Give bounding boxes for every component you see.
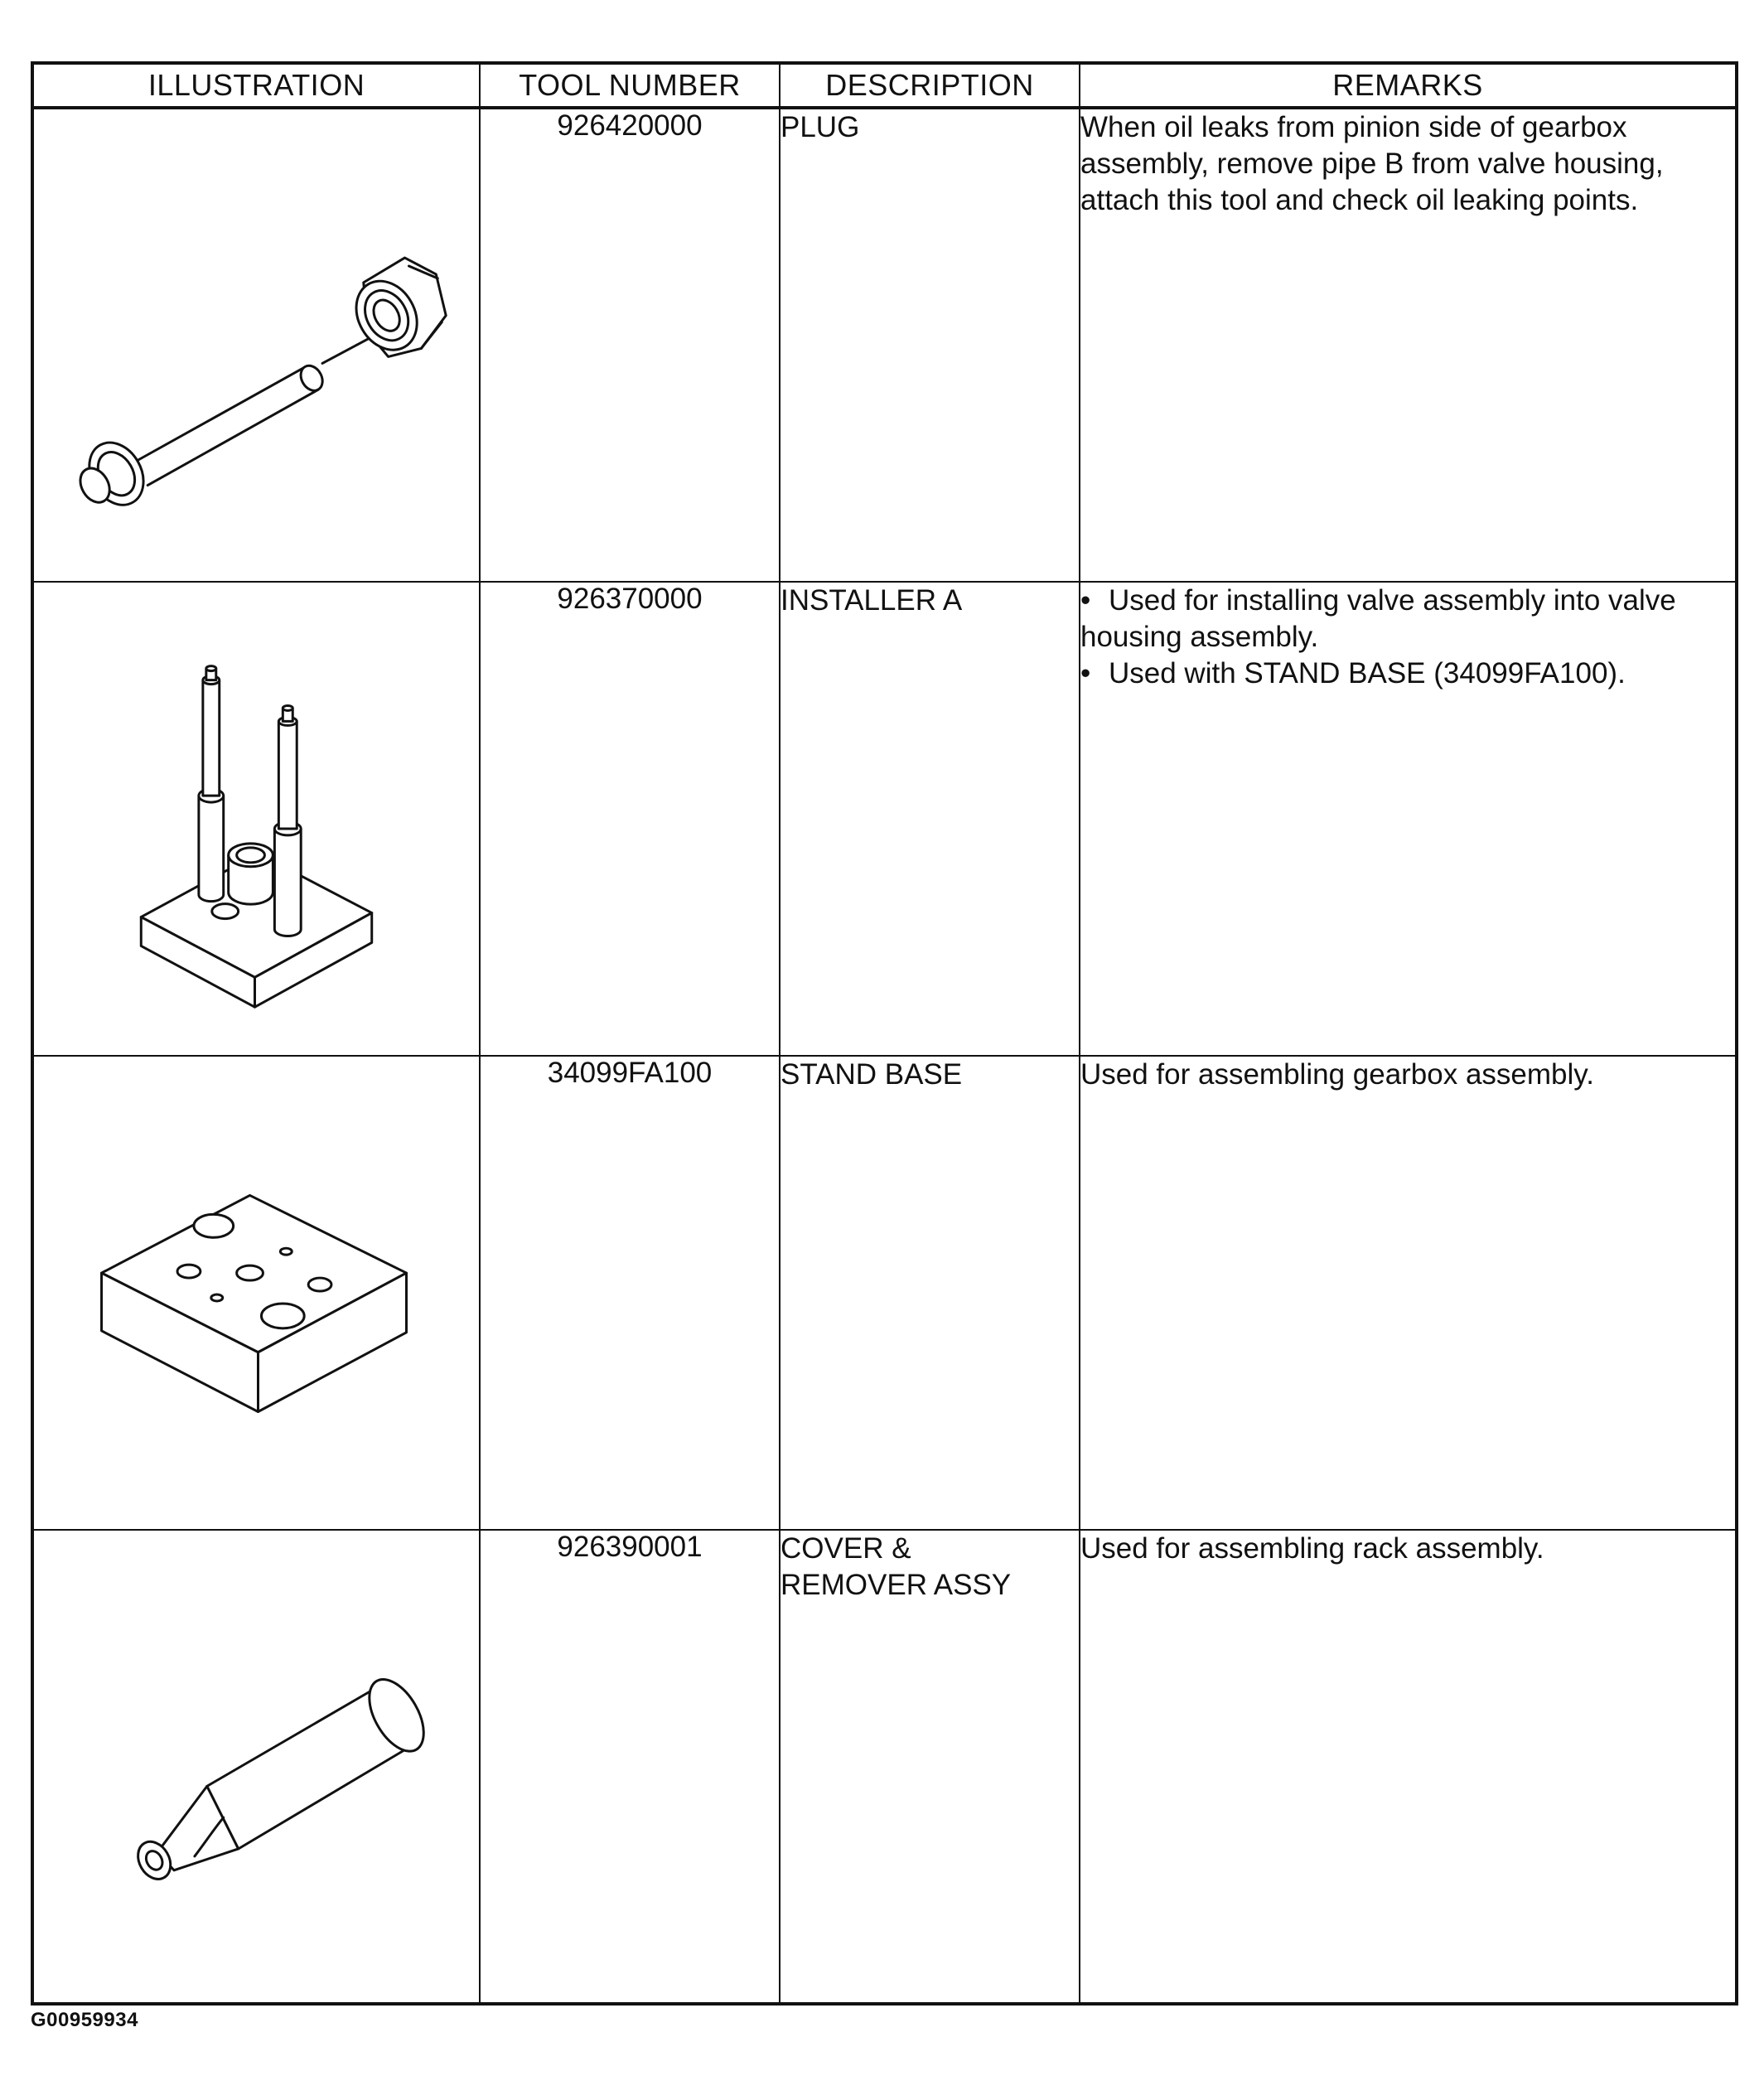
remark-item [1080, 583, 1735, 656]
remarks-cell [1080, 582, 1737, 1056]
bullet-glyph: • [1080, 657, 1091, 689]
remarks-cell [1080, 1056, 1737, 1530]
tool-number-cell: 926370000 [480, 582, 780, 1056]
stand-base-tool-icon [34, 1057, 479, 1529]
description-cell [780, 1530, 1080, 2004]
description-line: REMOVER ASSY [781, 1569, 1012, 1601]
header-illustration: ILLUSTRATION [32, 63, 480, 108]
illustration-cell [32, 1530, 480, 2004]
description-cell [780, 582, 1080, 1056]
tool-number-cell: 34099FA100 [480, 1056, 780, 1530]
illustration-cell [32, 1056, 480, 1530]
bullet-glyph: • [1080, 584, 1091, 617]
header-remarks: REMARKS [1080, 63, 1737, 108]
table-header-row [32, 63, 1737, 108]
remark-text: Used for installing valve assembly into valve housing assembly. [1080, 584, 1676, 653]
illustration-cell [32, 108, 480, 582]
table-row [32, 1530, 1737, 2004]
special-tools-table [31, 61, 1738, 2005]
remark-item [1080, 656, 1735, 692]
remark-text: Used with STAND BASE (34099FA100). [1109, 657, 1626, 689]
description-line: STAND BASE [781, 1058, 963, 1091]
header-tool-number: TOOL NUMBER [480, 63, 780, 108]
table-row [32, 108, 1737, 582]
table-row [32, 582, 1737, 1056]
remarks-cell [1080, 1530, 1737, 2004]
installer-tool-icon [34, 583, 479, 1055]
illustration-cell [32, 582, 480, 1056]
description-line: COVER & [781, 1532, 911, 1565]
remark-text: When oil leaks from pinion side of gearbox assembly, remove pipe B from valve housing, attach this tool and check oil leaking points. [1080, 111, 1664, 216]
description-line: PLUG [781, 111, 860, 143]
remarks-cell [1080, 108, 1737, 582]
cover-remover-tool-icon [34, 1531, 479, 2002]
header-description: DESCRIPTION [780, 63, 1080, 108]
remark-text: Used for assembling rack assembly. [1080, 1532, 1544, 1565]
description-cell [780, 108, 1080, 582]
description-cell [780, 1056, 1080, 1530]
figure-id: G00959934 [31, 2009, 138, 2031]
table-row [32, 1056, 1737, 1530]
tool-number-cell: 926390001 [480, 1530, 780, 2004]
remark-text: Used for assembling gearbox assembly. [1080, 1058, 1594, 1091]
description-line: INSTALLER A [781, 584, 963, 617]
plug-tool-icon [34, 109, 479, 581]
tool-number-cell: 926420000 [480, 108, 780, 582]
